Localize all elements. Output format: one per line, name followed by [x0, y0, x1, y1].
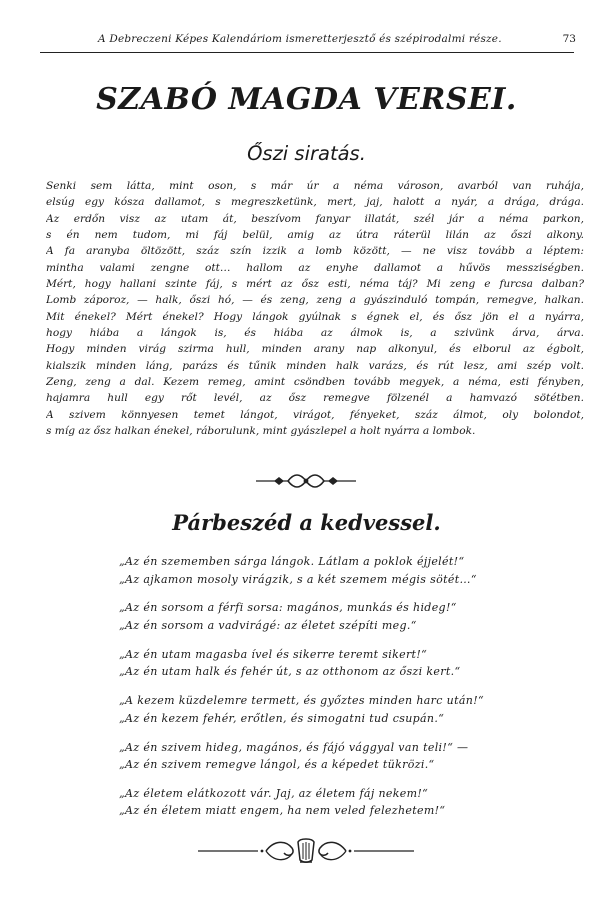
poem-line: s én nem tudom, mi fáj belül, amig az útra ráterül lilán az őszi alkony.	[46, 229, 584, 242]
poem-line: Mit énekel? Mért énekel? Hogy lángok gyúlnak s égnek el, és ősz jön el a nyárra,	[46, 310, 584, 323]
poem-line: kialszik minden láng, parázs és tűnik minden halk varázs, és rút lesz, ami szép volt.	[46, 359, 584, 372]
poem-line: Hogy minden virág szirma hull, minden arany nap alkonyul, és elborul az égbolt,	[46, 343, 584, 356]
poem-line: „Az én szivem remegve lángol, és a képedet tükrözi.“	[119, 758, 435, 772]
ornament-divider-bottom	[196, 836, 416, 866]
header-rule	[40, 52, 574, 53]
stanza	[119, 599, 559, 634]
stanza	[119, 739, 559, 774]
poem-line: „Az én szememben sárga lángok. Látlam a poklok éjjelét!“	[119, 555, 465, 568]
stanza	[119, 692, 559, 727]
poem-line: Zeng, zeng a dal. Kezem remeg, amint csöndben tovább megyek, a néma, esti fényben,	[46, 376, 584, 389]
poem-line: Mért, hogy hallani szinte fáj, s mért az ősz esti, néma táj? Mi zeng e furcsa dalban?	[46, 278, 584, 291]
poem1-body	[46, 178, 584, 440]
poem2-body	[119, 553, 559, 831]
running-head	[40, 30, 580, 52]
poem-line: Lomb záporoz, — halk, őszi hó, — és zeng, zeng a gyászinduló tompán, remegve, halkan.	[46, 294, 584, 307]
poem-line: s míg az ősz halkan énekel, ráborulunk, mint gyászlepel a holt nyárra a lombok.	[46, 425, 476, 438]
poem-line: „Az ajkamon mosoly virágzik, s a két szemem mégis sötét…“	[119, 572, 477, 586]
poem1-title: Őszi siratás.	[247, 142, 366, 165]
poem-line: „Az én utam halk és fehér út, s az otthonom az őszi kert.“	[119, 665, 461, 679]
poem-line: „Az én életem miatt engem, ha nem veled felezhetem!“	[119, 804, 446, 818]
poem-line: „A kezem küzdelemre termett, és győztes minden harc után!“	[119, 694, 484, 708]
poem-line: „Az én kezem fehér, erőtlen, és simogatni tud csupán.“	[119, 711, 445, 725]
ornament-divider-top	[254, 470, 358, 492]
poem-line: „Az én sorsom a férfi sorsa: magános, munkás és hideg!“	[119, 601, 457, 615]
running-title: A Debreczeni Képes Kalendáriom ismeretterjesztő és szépirodalmi része.	[98, 33, 502, 45]
page-number: 73	[562, 33, 576, 45]
poem-line: Az erdőn visz az utam át, beszívom fanyar illatát, szél jár a néma parkon,	[46, 212, 584, 225]
poem-line: hogy hiába a lángok is, és hiába az álmok is, a szivünk árva, árva.	[46, 327, 584, 340]
poem-line: „Az én sorsom a vadvirágé: az életet szépíti meg.“	[119, 618, 417, 632]
poem-line: hajamra hull egy rőt levél, az ősz remegve fölzenél a hamvazó sötétben.	[46, 392, 584, 405]
poem-line: A szivem könnyesen temet lángot, virágot, fényeket, száz álmot, oly bolondot,	[46, 408, 584, 421]
poem-line: „Az én utam magasba ível és sikerre teremt sikert!“	[119, 647, 428, 661]
poem-line: Senki sem látta, mint oson, s már úr a néma városon, avarból van ruhája,	[46, 180, 584, 192]
poem-line: „Az én szivem hideg, magános, és fájó vággyal van teli!“ —	[119, 740, 469, 754]
poem2-title: Párbeszéd a kedvessel.	[172, 510, 441, 535]
poem-line: A fa aranyba öltözött, száz szín izzik a lomb között, — ne visz tovább a léptem:	[46, 245, 584, 258]
main-title: SZABÓ MAGDA VERSEI.	[96, 82, 517, 117]
poem-line: „Az életem elátkozott vár. Jaj, az életem fáj nekem!“	[119, 786, 429, 800]
poem-line: mintha valami zengne ott… hallom az enyhe dallamot a hűvös messziségben.	[46, 261, 584, 274]
poem-line: elsúg egy kósza dallamot, s megreszketünk, mert, jaj, halott a nyár, a drága, drága.	[46, 196, 584, 209]
stanza	[119, 785, 559, 820]
stanza	[119, 646, 559, 681]
stanza	[119, 553, 559, 588]
